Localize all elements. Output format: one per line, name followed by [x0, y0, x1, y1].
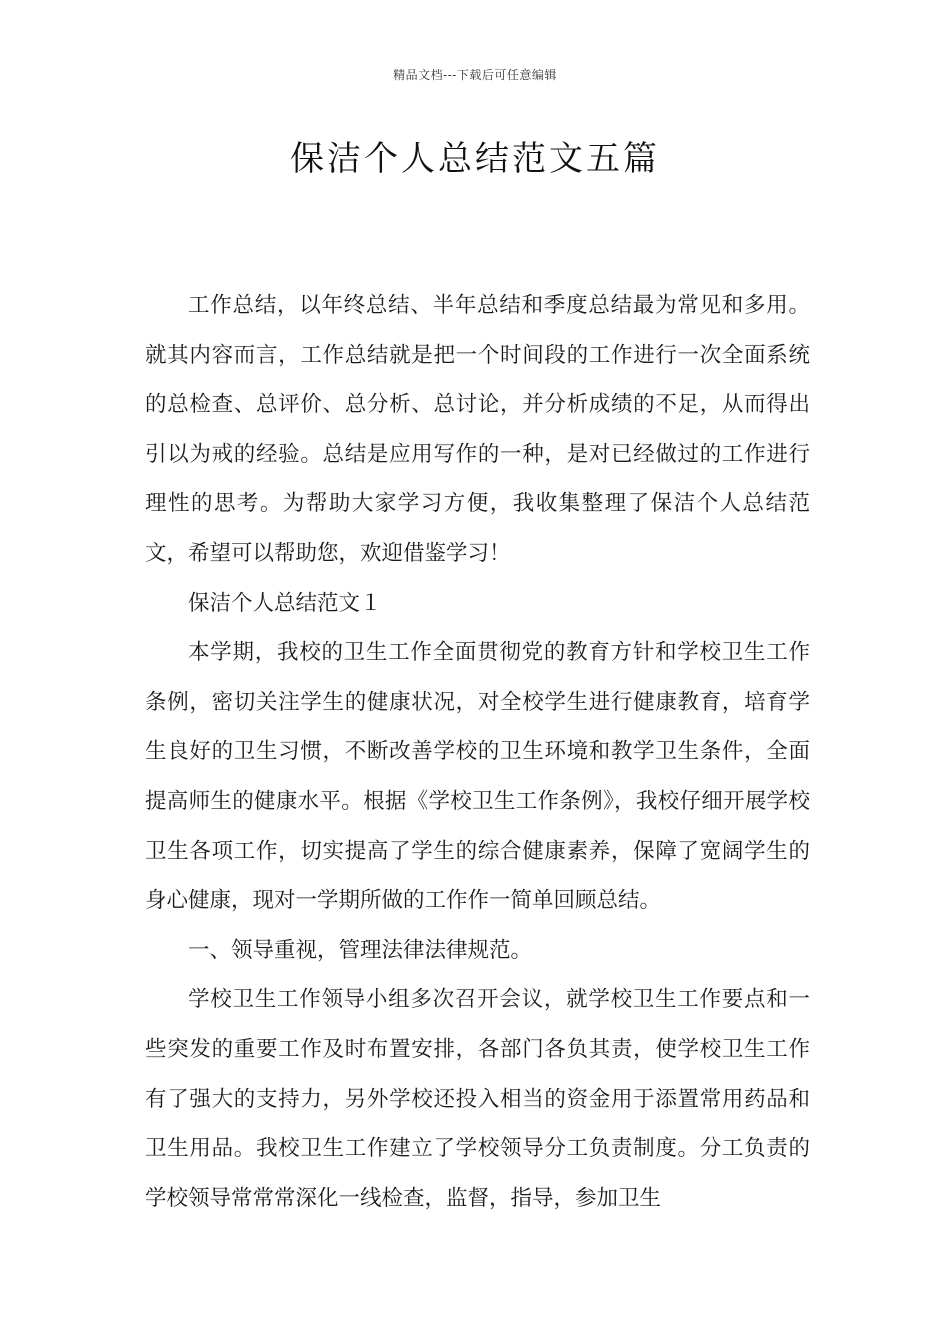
- document-body: [145, 281, 810, 1223]
- intro-paragraph: 工作总结，以年终总结、半年总结和季度总结最为常见和多用。就其内容而言，工作总结就是把一个时间段的工作进行一次全面系统的总检查、总评价、总分析、总讨论，并分析成绩的不足，从而得出引以为戒的经验。总结是应用写作的一种，是对已经做过的工作进行理性的思考。为帮助大家学习方便，我收集整理了保洁个人总结范文，希望可以帮助您，欢迎借鉴学习！: [145, 293, 810, 566]
- header-note: 精品文档---下载后可任意编辑: [393, 68, 557, 82]
- document-title: 保洁个人总结范文五篇: [290, 139, 660, 179]
- body-paragraph: 学校卫生工作领导小组多次召开会议，就学校卫生工作要点和一些突发的重要工作及时布置安排，各部门各负其责，使学校卫生工作有了强大的支持力，另外学校还投入相当的资金用于添置常用药品和卫生用品。我校卫生工作建立了学校领导分工负责制度。分工负责的学校领导常常常深化一线检查，监督，指导，参加卫生: [145, 987, 810, 1211]
- section-heading: 保洁个人总结范文１: [188, 590, 382, 616]
- body-paragraph: 本学期，我校的卫生工作全面贯彻党的教育方针和学校卫生工作条例，密切关注学生的健康状况，对全校学生进行健康教育，培育学生良好的卫生习惯，不断改善学校的卫生环境和教学卫生条件，全面提高师生的健康水平。根据《学校卫生工作条例》，我校仔细开展学校卫生各项工作，切实提高了学生的综合健康素养，保障了宽阔学生的身心健康，现对一学期所做的工作作一简单回顾总结。: [145, 640, 810, 914]
- subsection-heading: 一、领导重视，管理法律法律规范。: [188, 937, 533, 963]
